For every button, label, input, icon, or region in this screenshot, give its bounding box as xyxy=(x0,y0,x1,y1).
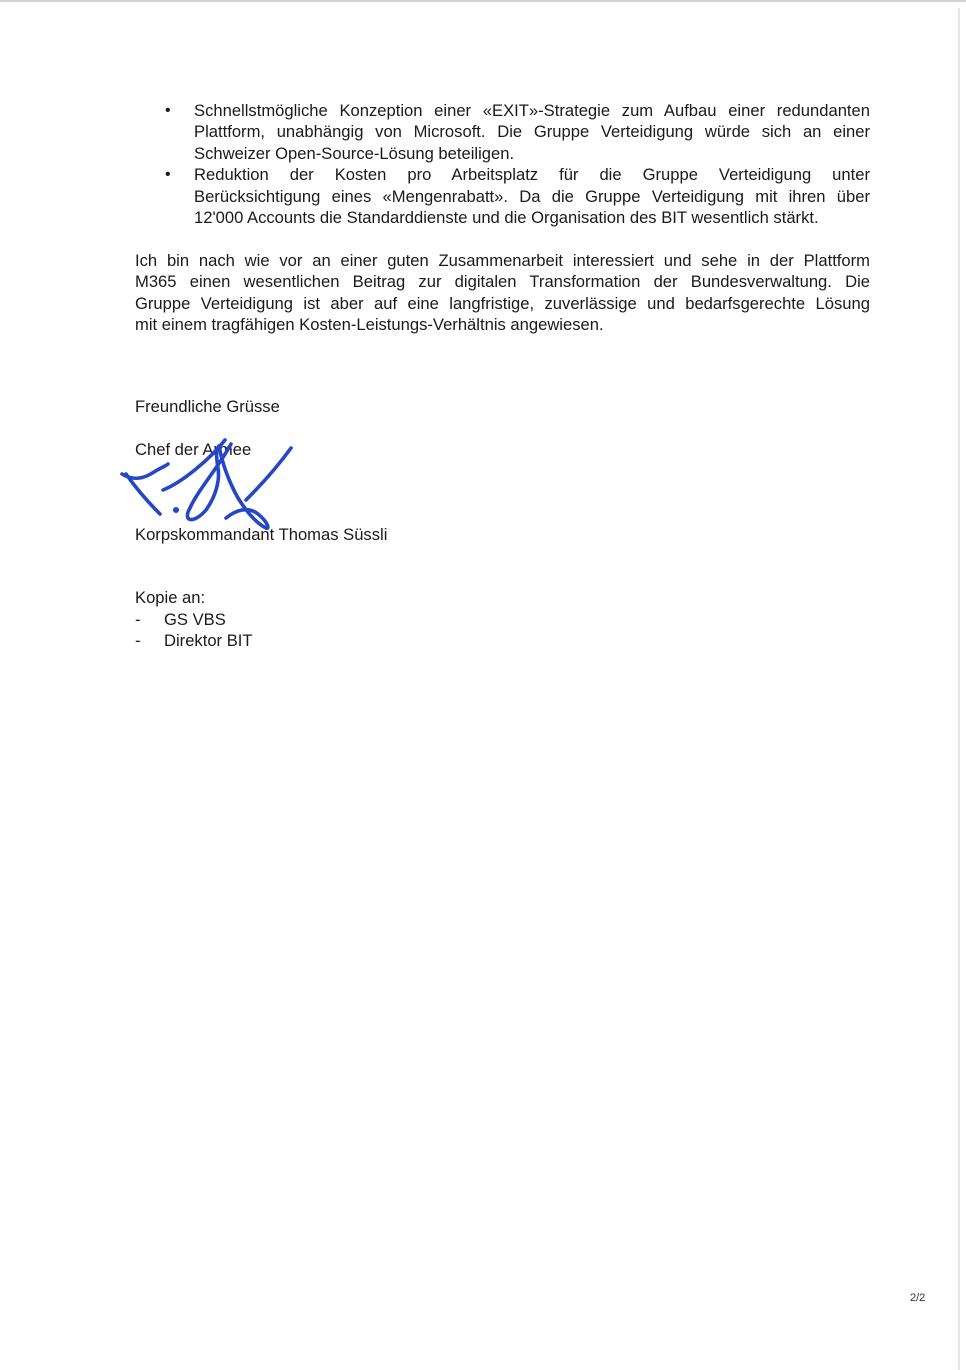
dash-marker: - xyxy=(135,631,141,651)
bullet-text-line: 12'000 Accounts die Standarddienste und die Organisation des BIT wesentlich stärkt. xyxy=(194,208,819,228)
copy-recipient-direktor-bit xyxy=(135,630,253,651)
copy-recipient-label: GS VBS xyxy=(164,610,226,629)
bullet-list xyxy=(135,100,870,228)
body-paragraph xyxy=(135,250,870,336)
paragraph-line: mit einem tragfähigen Kosten-Leistungs-Verhältnis angewiesen. xyxy=(135,315,604,335)
bullet-item-cost-reduction xyxy=(135,164,870,228)
signer-name: Korpskommandant Thomas Süssli xyxy=(135,525,388,544)
copy-recipient-gs-vbs xyxy=(135,609,253,630)
bullet-text-line: Schweizer Open-Source-Lösung beteiligen. xyxy=(194,143,515,163)
copy-recipient-label: Direktor BIT xyxy=(164,631,253,651)
bullet-text-line: Plattform, unabhängig von Microsoft. Die Gruppe Verteidigung würde sich an einer xyxy=(194,122,870,142)
paragraph-line: Gruppe Verteidigung ist aber auf eine langfristige, zuverlässige und bedarfsgerechte Lösung xyxy=(135,293,870,313)
page-number: 2/2 xyxy=(910,1292,926,1304)
dash-marker: - xyxy=(135,610,141,629)
signer-title: Chef der Armee xyxy=(135,440,252,459)
bullet-text-line: Reduktion der Kosten pro Arbeitsplatz für die Gruppe Verteidigung unter xyxy=(194,165,870,185)
copy-heading: Kopie an: xyxy=(135,588,206,607)
closing-greeting: Freundliche Grüsse xyxy=(135,397,280,416)
bullet-marker: • xyxy=(165,166,171,184)
bullet-item-exit-strategy xyxy=(135,100,870,164)
bullet-marker: • xyxy=(165,102,171,119)
handwritten-signature-icon xyxy=(118,438,298,533)
paragraph-line: Ich bin nach wie vor an einer guten Zusammenarbeit interessiert und sehe in der Plattform xyxy=(135,251,870,270)
bullet-text-line: Berücksichtigung eines «Mengenrabatt». Da die Gruppe Verteidigung mit ihren über xyxy=(194,186,870,206)
copy-recipients-list xyxy=(135,609,253,652)
paragraph-line: M365 einen wesentlichen Beitrag zur digitalen Transformation der Bundesverwaltung. Die xyxy=(135,272,870,292)
bullet-text-line: Schnellstmögliche Konzeption einer «EXIT»-Strategie zum Aufbau einer redundanten xyxy=(194,101,870,120)
